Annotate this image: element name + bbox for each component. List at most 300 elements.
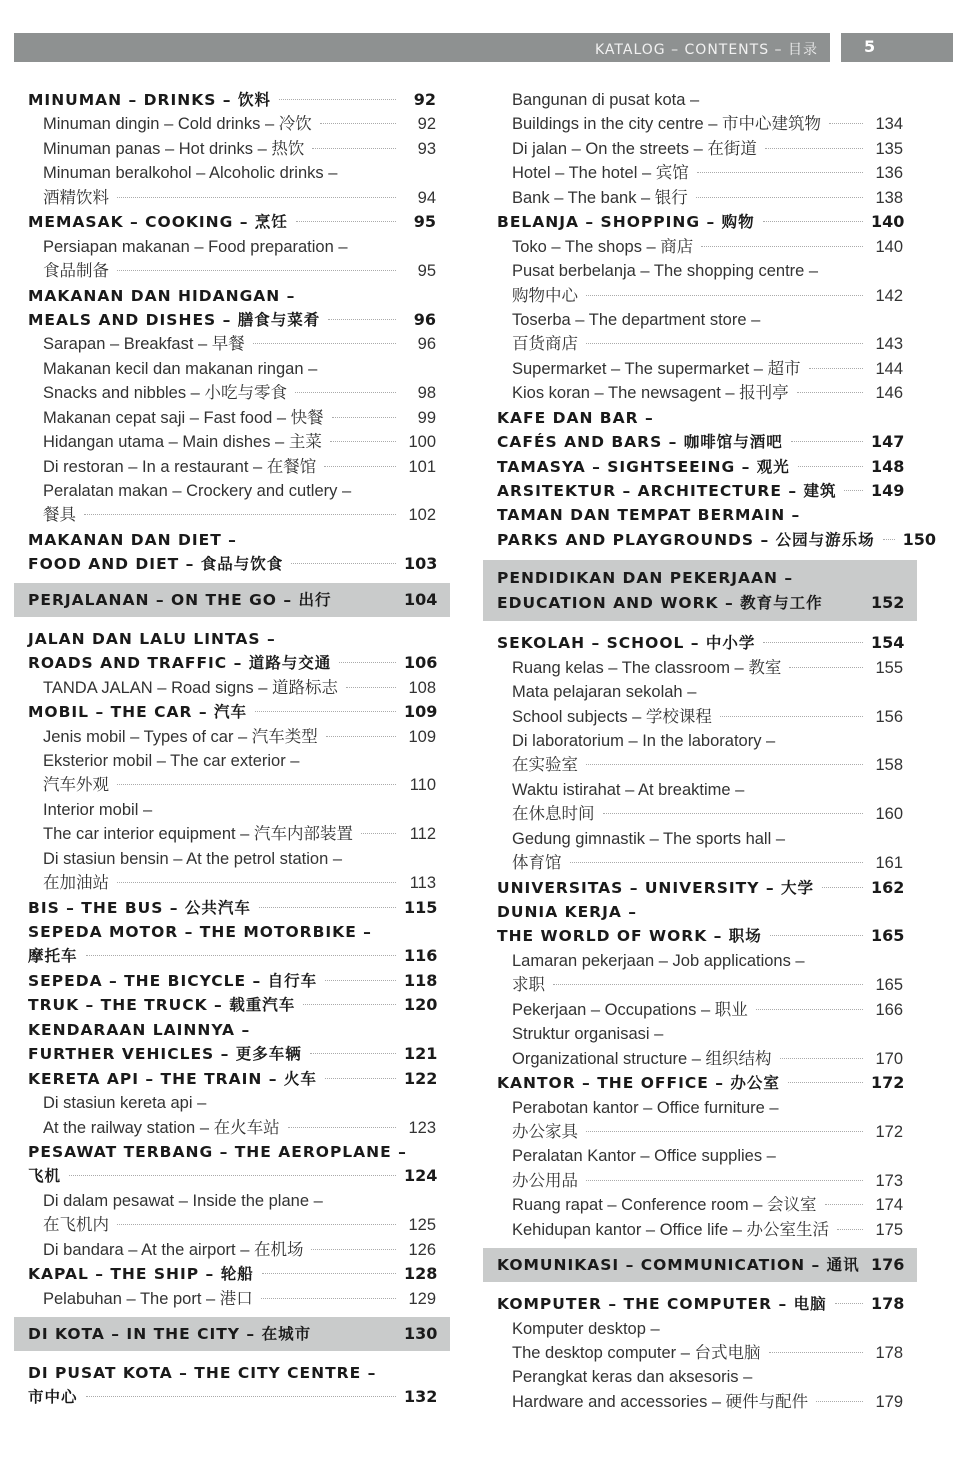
toc-line bbox=[28, 528, 436, 552]
toc-entry-title: Snacks and nibbles – 小吃与零食 bbox=[43, 384, 287, 403]
toc-sub-entry[interactable] bbox=[28, 430, 436, 454]
toc-section-heading[interactable] bbox=[483, 1248, 917, 1282]
toc-entry-title: KAFE DAN BAR – bbox=[497, 408, 654, 427]
toc-entry-title: MAKANAN DAN DIET – bbox=[28, 530, 237, 549]
toc-page-number: 165 bbox=[871, 926, 905, 946]
dot-leader bbox=[720, 716, 863, 717]
toc-entry-title: Buildings in the city centre – 市中心建筑物 bbox=[512, 115, 822, 134]
toc-entry-title: Kios koran – The newsagent – 报刊亭 bbox=[512, 384, 789, 403]
toc-sub-entry[interactable] bbox=[28, 676, 436, 700]
dot-leader bbox=[330, 441, 396, 442]
dot-leader bbox=[797, 392, 863, 393]
toc-entry-title: ROADS AND TRAFFIC – 道路与交通 bbox=[28, 654, 332, 673]
toc-entry-title: Mata pelajaran sekolah – bbox=[512, 683, 697, 702]
dot-leader bbox=[320, 123, 396, 124]
toc-sub-entry[interactable] bbox=[497, 1096, 903, 1145]
toc-page-number: 108 bbox=[408, 678, 436, 697]
toc-page-number: 101 bbox=[408, 457, 436, 476]
toc-line bbox=[28, 1238, 436, 1262]
toc-line bbox=[497, 186, 903, 210]
toc-sub-entry[interactable] bbox=[497, 186, 903, 210]
toc-entry-title: Pusat berbelanja – The shopping centre – bbox=[512, 262, 819, 281]
dot-leader bbox=[770, 935, 863, 936]
toc-page-number: 135 bbox=[875, 139, 903, 158]
toc-sub-entry[interactable] bbox=[28, 161, 436, 210]
toc-sub-entry[interactable] bbox=[497, 259, 903, 308]
toc-entry-title: KAPAL – THE SHIP – 轮船 bbox=[28, 1265, 254, 1284]
dot-leader bbox=[570, 862, 864, 863]
toc-line bbox=[497, 631, 903, 655]
dot-leader bbox=[701, 246, 863, 247]
toc-line bbox=[28, 381, 436, 405]
toc-line bbox=[497, 1071, 903, 1095]
toc-page-number: 123 bbox=[408, 1118, 436, 1137]
toc-entry-title: 百货商店 bbox=[512, 335, 578, 354]
toc-sub-entry[interactable] bbox=[28, 332, 436, 356]
toc-line bbox=[497, 1317, 903, 1341]
header-bar bbox=[14, 33, 830, 62]
toc-entry-title: 汽车外观 bbox=[43, 776, 109, 795]
toc-sub-entry[interactable] bbox=[28, 798, 436, 847]
dot-leader bbox=[339, 662, 396, 663]
toc-sub-entry[interactable] bbox=[28, 112, 436, 136]
toc-page-number: 136 bbox=[875, 164, 903, 183]
dot-leader bbox=[328, 319, 396, 320]
toc-chapter-entry[interactable] bbox=[28, 528, 436, 577]
toc-line bbox=[28, 627, 436, 651]
toc-column-left bbox=[28, 88, 436, 1410]
toc-chapter-entry[interactable] bbox=[28, 700, 436, 724]
toc-page-number: 160 bbox=[875, 805, 903, 824]
toc-line bbox=[28, 161, 436, 185]
toc-line bbox=[497, 1365, 903, 1389]
toc-entry-title: FOOD AND DIET – 食品与饮食 bbox=[28, 555, 284, 574]
toc-line bbox=[28, 308, 436, 332]
toc-entry-title: BELANJA – SHOPPING – 购物 bbox=[497, 213, 755, 232]
toc-chapter-entry[interactable] bbox=[28, 993, 436, 1017]
toc-line bbox=[497, 802, 903, 826]
toc-entry-title: Hotel – The hotel – 宾馆 bbox=[512, 164, 689, 183]
toc-line bbox=[28, 1287, 436, 1311]
dot-leader bbox=[829, 123, 863, 124]
toc-chapter-entry[interactable] bbox=[28, 1361, 436, 1410]
toc-page-number: 179 bbox=[875, 1392, 903, 1411]
dot-leader bbox=[261, 1298, 396, 1299]
dot-leader bbox=[324, 466, 396, 467]
toc-page-number: 110 bbox=[409, 776, 436, 795]
toc-entry-title: Di stasiun kereta api – bbox=[43, 1094, 207, 1113]
toc-chapter-entry[interactable] bbox=[28, 896, 436, 920]
toc-line bbox=[497, 357, 903, 381]
toc-line bbox=[497, 1193, 903, 1217]
dot-leader bbox=[883, 539, 895, 540]
toc-page-number: 178 bbox=[875, 1344, 903, 1362]
toc-page-number: 132 bbox=[404, 1387, 438, 1407]
toc-entry-title: Toko – The shops – 商店 bbox=[512, 237, 694, 256]
toc-chapter-entry[interactable] bbox=[28, 1262, 436, 1286]
toc-chapter-entry[interactable] bbox=[28, 1067, 436, 1091]
toc-sub-entry[interactable] bbox=[497, 88, 903, 137]
toc-entry-title: Pekerjaan – Occupations – 职业 bbox=[512, 1000, 748, 1019]
toc-page-number: 130 bbox=[404, 1323, 438, 1343]
toc-line bbox=[28, 1042, 436, 1066]
toc-page-number: 134 bbox=[875, 115, 903, 134]
toc-page-number: 148 bbox=[871, 456, 905, 476]
toc-line bbox=[28, 1018, 436, 1042]
toc-line bbox=[497, 161, 903, 185]
toc-sub-entry[interactable] bbox=[28, 455, 436, 479]
toc-line bbox=[28, 186, 436, 210]
toc-line bbox=[28, 430, 436, 454]
toc-line bbox=[28, 479, 436, 503]
toc-entry-title: KANTOR – THE OFFICE – 办公室 bbox=[497, 1074, 780, 1093]
toc-page-number: 115 bbox=[404, 897, 438, 917]
dot-leader bbox=[291, 563, 396, 564]
toc-chapter-entry[interactable] bbox=[28, 920, 436, 969]
toc-line bbox=[497, 729, 903, 753]
toc-entry-title: Gedung gimnastik – The sports hall – bbox=[512, 829, 786, 848]
toc-line bbox=[497, 112, 903, 136]
toc-section-heading[interactable] bbox=[14, 583, 450, 617]
toc-section-heading[interactable] bbox=[483, 560, 917, 621]
toc-entry-title: Minuman beralkohol – Alcoholic drinks – bbox=[43, 164, 338, 183]
toc-line bbox=[28, 944, 436, 968]
toc-page-number: 152 bbox=[871, 592, 905, 612]
toc-sub-entry[interactable] bbox=[497, 1218, 903, 1242]
toc-entry-title: Ruang rapat – Conference room – 会议室 bbox=[512, 1196, 817, 1215]
toc-chapter-entry[interactable] bbox=[497, 1071, 903, 1095]
dot-leader bbox=[295, 392, 396, 393]
toc-sub-entry[interactable] bbox=[497, 137, 903, 161]
toc-line bbox=[28, 896, 436, 920]
toc-line bbox=[28, 112, 436, 136]
dot-leader bbox=[586, 295, 863, 296]
dot-leader bbox=[586, 1131, 863, 1132]
dot-leader bbox=[825, 1204, 864, 1205]
dot-leader bbox=[765, 148, 863, 149]
toc-page-number: 155 bbox=[875, 658, 903, 677]
dot-leader bbox=[586, 1180, 863, 1181]
dot-leader bbox=[837, 1229, 863, 1230]
toc-page-number: 142 bbox=[875, 286, 903, 305]
toc-page-number: 125 bbox=[408, 1216, 436, 1235]
toc-sub-entry[interactable] bbox=[497, 827, 903, 876]
toc-sub-entry[interactable] bbox=[497, 998, 903, 1022]
dot-leader bbox=[117, 784, 396, 785]
toc-entry-title: SEPEDA MOTOR – THE MOTORBIKE – bbox=[28, 923, 372, 941]
toc-entry-title: Di bandara – At the airport – 在机场 bbox=[43, 1240, 304, 1259]
toc-sub-entry[interactable] bbox=[497, 680, 903, 729]
dot-leader bbox=[84, 514, 396, 515]
toc-entry-title: Bangunan di pusat kota – bbox=[512, 91, 700, 109]
toc-entry-title: Waktu istirahat – At breaktime – bbox=[512, 780, 745, 799]
dot-leader bbox=[325, 980, 396, 981]
toc-line bbox=[28, 969, 436, 993]
toc-sub-entry[interactable] bbox=[28, 479, 436, 528]
toc-entry-title: KENDARAAN LAINNYA – bbox=[28, 1020, 251, 1039]
toc-line bbox=[497, 705, 903, 729]
toc-line bbox=[28, 88, 436, 112]
toc-entry-title: 在加油站 bbox=[43, 874, 109, 893]
toc-page-number: 129 bbox=[408, 1289, 436, 1308]
toc-line bbox=[28, 700, 436, 724]
toc-page-number: 102 bbox=[408, 506, 436, 525]
toc-page-number: 112 bbox=[409, 825, 436, 844]
toc-column-right bbox=[497, 88, 937, 1414]
toc-entry-title: Pelabuhan – The port – 港口 bbox=[43, 1289, 253, 1308]
dot-leader bbox=[255, 711, 396, 712]
toc-entry-title: Perabotan kantor – Office furniture – bbox=[512, 1098, 779, 1117]
dot-leader bbox=[117, 1224, 396, 1225]
toc-page-number: 140 bbox=[871, 212, 905, 232]
toc-page-number: 95 bbox=[417, 262, 436, 281]
dot-leader bbox=[763, 642, 863, 643]
toc-sub-entry[interactable] bbox=[28, 137, 436, 161]
dot-leader bbox=[780, 1058, 863, 1059]
toc-entry-title: 购物中心 bbox=[512, 286, 578, 305]
toc-entry-title: Komputer desktop – bbox=[512, 1319, 660, 1338]
toc-entry-title: Peralatan Kantor – Office supplies – bbox=[512, 1147, 776, 1166]
toc-line bbox=[28, 210, 436, 234]
toc-chapter-entry[interactable] bbox=[497, 503, 937, 552]
toc-line bbox=[497, 680, 903, 704]
toc-page-number: 161 bbox=[875, 854, 903, 873]
toc-line bbox=[28, 725, 436, 749]
toc-line bbox=[497, 656, 903, 680]
toc-line bbox=[28, 503, 436, 527]
toc-page-number: 109 bbox=[408, 727, 436, 746]
page-number: 5 bbox=[864, 37, 876, 56]
toc-entry-title: DUNIA KERJA – bbox=[497, 903, 638, 921]
toc-page-number: 109 bbox=[404, 702, 438, 722]
dot-leader bbox=[835, 1303, 863, 1304]
toc-sub-entry[interactable] bbox=[497, 357, 903, 381]
toc-page-number: 113 bbox=[409, 874, 436, 893]
toc-page-number: 154 bbox=[871, 633, 905, 653]
dot-leader bbox=[788, 1082, 863, 1083]
toc-entry-title: TAMAN DAN TEMPAT BERMAIN – bbox=[497, 506, 801, 525]
toc-page-number: 100 bbox=[408, 433, 436, 452]
toc-page-number: 128 bbox=[404, 1264, 438, 1284]
toc-sub-entry[interactable] bbox=[497, 1022, 903, 1071]
toc-chapter-entry[interactable] bbox=[28, 969, 436, 993]
toc-line bbox=[28, 676, 436, 700]
dot-leader bbox=[769, 1352, 863, 1353]
toc-chapter-entry[interactable] bbox=[497, 1292, 903, 1316]
toc-line bbox=[497, 753, 903, 777]
toc-line bbox=[28, 920, 436, 944]
toc-line bbox=[28, 993, 436, 1017]
toc-chapter-entry[interactable] bbox=[497, 900, 903, 949]
toc-entry-title: PARKS AND PLAYGROUNDS – 公园与游乐场 bbox=[497, 530, 875, 549]
toc-sub-entry[interactable] bbox=[497, 161, 903, 185]
dot-leader bbox=[798, 466, 863, 467]
toc-sub-entry[interactable] bbox=[497, 1144, 903, 1193]
toc-line bbox=[497, 876, 903, 900]
toc-entry-title: THE WORLD OF WORK – 职场 bbox=[497, 927, 762, 946]
toc-chapter-entry[interactable] bbox=[497, 210, 903, 234]
toc-chapter-entry[interactable] bbox=[497, 479, 903, 503]
toc-line bbox=[28, 1262, 436, 1286]
toc-chapter-entry[interactable] bbox=[28, 1018, 436, 1067]
dot-leader bbox=[86, 1396, 396, 1397]
toc-entry-title: Eksterior mobil – The car exterior – bbox=[43, 751, 300, 770]
toc-chapter-entry[interactable] bbox=[28, 1140, 436, 1189]
dot-leader bbox=[789, 667, 863, 668]
toc-chapter-entry[interactable] bbox=[497, 455, 903, 479]
toc-entry-title: TRUK – THE TRUCK – 载重汽车 bbox=[28, 996, 296, 1015]
toc-line bbox=[28, 1164, 436, 1188]
toc-page-number: 150 bbox=[902, 529, 937, 549]
toc-entry-title: 市中心 bbox=[28, 1388, 78, 1407]
toc-page-number: 158 bbox=[875, 756, 903, 775]
dot-leader bbox=[816, 1401, 863, 1402]
toc-entry-title: PENDIDIKAN DAN PEKERJAAN – bbox=[497, 569, 794, 588]
toc-entry-title: Di stasiun bensin – At the petrol station – bbox=[43, 849, 343, 868]
toc-line bbox=[497, 1218, 903, 1242]
toc-line bbox=[497, 1022, 903, 1046]
toc-sub-entry[interactable] bbox=[497, 729, 903, 778]
toc-entry-title: The desktop computer – 台式电脑 bbox=[512, 1344, 761, 1362]
toc-page-number: 173 bbox=[875, 1171, 903, 1190]
toc-entry-title: Di dalam pesawat – Inside the plane – bbox=[43, 1191, 323, 1210]
toc-sub-entry[interactable] bbox=[28, 749, 436, 798]
toc-sub-entry[interactable] bbox=[28, 235, 436, 284]
toc-line bbox=[497, 137, 903, 161]
toc-line bbox=[28, 1361, 436, 1385]
toc-page-number: 120 bbox=[404, 995, 438, 1015]
toc-entry-title: KOMPUTER – THE COMPUTER – 电脑 bbox=[497, 1295, 827, 1314]
toc-sub-entry[interactable] bbox=[28, 725, 436, 749]
toc-sub-entry[interactable] bbox=[497, 1365, 903, 1414]
toc-sub-entry[interactable] bbox=[28, 1189, 436, 1238]
dot-leader bbox=[253, 343, 396, 344]
toc-line bbox=[28, 1322, 436, 1346]
toc-page-number: 93 bbox=[417, 139, 436, 158]
dot-leader bbox=[553, 984, 863, 985]
toc-sub-entry[interactable] bbox=[497, 778, 903, 827]
toc-line bbox=[497, 503, 903, 527]
toc-entry-title: Minuman dingin – Cold drinks – 冷饮 bbox=[43, 115, 312, 134]
toc-entry-title: MEALS AND DISHES – 膳食与菜肴 bbox=[28, 310, 321, 329]
toc-sub-entry[interactable] bbox=[28, 1238, 436, 1262]
toc-page-number: 143 bbox=[875, 335, 903, 354]
toc-entry-title: Supermarket – The supermarket – 超市 bbox=[512, 359, 801, 378]
toc-sub-entry[interactable] bbox=[497, 308, 903, 357]
toc-entry-title: Perangkat keras dan aksesoris – bbox=[512, 1368, 753, 1387]
toc-entry-title: TAMASYA – SIGHTSEEING – 观光 bbox=[497, 457, 790, 476]
toc-sub-entry[interactable] bbox=[28, 357, 436, 406]
toc-line bbox=[28, 1067, 436, 1091]
toc-entry-title: CAFÉS AND BARS – 咖啡馆与酒吧 bbox=[497, 433, 783, 452]
toc-section-heading[interactable] bbox=[14, 1317, 450, 1351]
dot-leader bbox=[763, 221, 863, 222]
toc-entry-title: KOMUNIKASI – COMMUNICATION – 通讯 bbox=[497, 1255, 860, 1274]
dot-leader bbox=[791, 441, 863, 442]
toc-chapter-entry[interactable] bbox=[28, 210, 436, 234]
toc-sub-entry[interactable] bbox=[497, 949, 903, 998]
toc-entry-title: 酒精饮料 bbox=[43, 188, 109, 207]
dot-leader bbox=[361, 833, 396, 834]
toc-chapter-entry[interactable] bbox=[28, 627, 436, 676]
toc-chapter-entry[interactable] bbox=[28, 284, 436, 333]
toc-line bbox=[497, 591, 903, 615]
toc-chapter-entry[interactable] bbox=[497, 631, 903, 655]
toc-entry-title: 在休息时间 bbox=[512, 805, 595, 824]
toc-entry-title: Peralatan makan – Crockery and cutlery – bbox=[43, 482, 352, 500]
toc-sub-entry[interactable] bbox=[497, 381, 903, 405]
toc-entry-title: Lamaran pekerjaan – Job applications – bbox=[512, 951, 805, 970]
toc-entry-title: TANDA JALAN – Road signs – 道路标志 bbox=[43, 678, 338, 697]
toc-line bbox=[497, 1253, 903, 1277]
toc-line bbox=[497, 381, 903, 405]
toc-entry-title: Makanan cepat saji – Fast food – 快餐 bbox=[43, 408, 324, 427]
toc-entry-title: 餐具 bbox=[43, 506, 76, 525]
toc-entry-title: 在实验室 bbox=[512, 756, 578, 775]
toc-chapter-entry[interactable] bbox=[497, 876, 903, 900]
toc-page-number: 146 bbox=[875, 384, 903, 403]
toc-page-number: 138 bbox=[875, 188, 903, 207]
toc-line bbox=[497, 210, 903, 234]
toc-chapter-entry[interactable] bbox=[497, 406, 903, 455]
toc-sub-entry[interactable] bbox=[497, 1193, 903, 1217]
toc-line bbox=[497, 1169, 903, 1193]
toc-line bbox=[28, 137, 436, 161]
toc-line bbox=[497, 1390, 903, 1414]
toc-line bbox=[28, 552, 436, 576]
toc-chapter-entry[interactable] bbox=[28, 88, 436, 112]
toc-line bbox=[497, 998, 903, 1022]
toc-line bbox=[28, 284, 436, 308]
toc-entry-title: JALAN DAN LALU LINTAS – bbox=[28, 629, 276, 648]
dot-leader bbox=[756, 1009, 863, 1010]
toc-sub-entry[interactable] bbox=[28, 1287, 436, 1311]
toc-page-number: 122 bbox=[404, 1068, 438, 1088]
dot-leader bbox=[325, 1078, 396, 1079]
toc-sub-entry[interactable] bbox=[497, 235, 903, 259]
toc-sub-entry[interactable] bbox=[497, 1317, 903, 1366]
dot-leader bbox=[69, 1175, 396, 1176]
toc-entry-title: Bank – The bank – 银行 bbox=[512, 188, 688, 207]
toc-line bbox=[28, 1385, 436, 1409]
dot-leader bbox=[332, 417, 396, 418]
toc-line bbox=[28, 822, 436, 846]
toc-line bbox=[497, 566, 903, 590]
toc-sub-entry[interactable] bbox=[28, 1091, 436, 1140]
dot-leader bbox=[117, 882, 396, 883]
toc-line bbox=[497, 528, 937, 552]
toc-line bbox=[497, 455, 903, 479]
toc-entry-title: 摩托车 bbox=[28, 947, 78, 966]
toc-entry-title: Hidangan utama – Main dishes – 主菜 bbox=[43, 433, 322, 452]
toc-entry-title: Minuman panas – Hot drinks – 热饮 bbox=[43, 139, 305, 158]
toc-line bbox=[28, 332, 436, 356]
toc-entry-title: Persiapan makanan – Food preparation – bbox=[43, 237, 348, 256]
dot-leader bbox=[586, 343, 863, 344]
toc-line bbox=[28, 1213, 436, 1237]
toc-line bbox=[497, 1144, 903, 1168]
page-number-box bbox=[841, 33, 953, 62]
dot-leader bbox=[809, 368, 863, 369]
toc-sub-entry[interactable] bbox=[497, 656, 903, 680]
toc-entry-title: Makanan kecil dan makanan ringan – bbox=[43, 359, 318, 378]
toc-entry-title: DI KOTA – IN THE CITY – 在城市 bbox=[28, 1324, 312, 1343]
toc-line bbox=[497, 308, 903, 332]
toc-sub-entry[interactable] bbox=[28, 847, 436, 896]
toc-sub-entry[interactable] bbox=[28, 406, 436, 430]
toc-entry-title: Di restoran – In a restaurant – 在餐馆 bbox=[43, 457, 317, 476]
toc-page-number: 95 bbox=[413, 212, 436, 232]
